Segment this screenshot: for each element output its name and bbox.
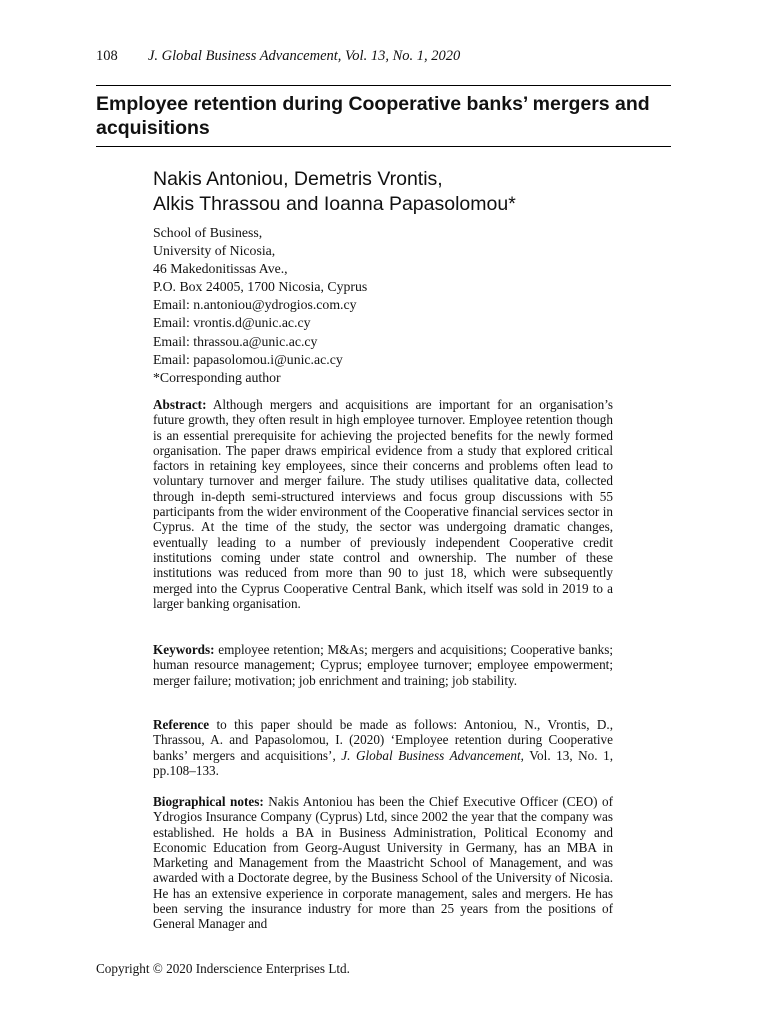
abstract-paragraph [153,397,613,611]
affiliation-pobox: P.O. Box 24005, 1700 Nicosia, Cyprus [153,279,368,295]
email-vrontis: Email: vrontis.d@unic.ac.cy [153,315,311,331]
abstract-text: Although mergers and acquisitions are important for an organisation’s future growth, they often result in high employee turnover. Employee retention though is an essential prerequisite for achieving the projected benefits for the newly formed organisation. The paper draws empirical evidence from a study that explored critical factors in retaining key employees, since their concerns and problems often lead to voluntary turnover and merger failure. The study utilises qualitative data, collected through in-depth semi-structured interviews and focus group discussions with 55 participants from the wider environment of the Cooperative financial services sector in Cyprus. At the time of the study, the sector was undergoing dramatic changes, eventually leading to a number of previously independent Cooperative credit institutions coming under state control and ownership. The number of these institutions was reduced from more than 90 to just 18, which were subsequently merged into the Cyprus Cooperative Central Bank, which itself was sold in 2019 to a larger banking organisation. [153,397,613,611]
paper-title: Employee retention during Cooperative banks’ mergers and acquisitions [96,93,650,139]
email-antoniou: Email: n.antoniou@ydrogios.com.cy [153,297,357,313]
keywords-text: employee retention; M&As; mergers and acquisitions; Cooperative banks; human resource management; Cyprus; employee turnover; employee empowerment; merger failure; motivation; job enrichment and training; job stability. [153,642,614,688]
title-top-rule [96,85,671,86]
keywords-paragraph [153,642,613,688]
abstract-label: Abstract: [153,397,207,412]
author-line-2: Alkis Thrassou and Ioanna Papasolomou* [153,193,516,215]
author-line-1: Nakis Antoniou, Demetris Vrontis, [153,168,443,190]
reference-journal: J. Global Business Advancement [341,747,521,763]
title-bottom-rule [96,146,671,147]
bio-label: Biographical notes: [153,794,264,809]
reference-volume: , Vol. 13, No. 1, pp.108–133. [153,747,614,778]
affiliation-school: School of Business, [153,225,263,240]
running-header [96,48,670,65]
keywords-label: Keywords: [153,642,215,657]
email-thrassou: Email: thrassou.a@unic.ac.cy [153,333,318,349]
affiliation-street: 46 Makedonitissas Ave., [153,261,288,277]
corresponding-author-note: *Corresponding author [153,369,281,385]
copyright-footer: Copyright © 2020 Inderscience Enterprises Ltd. [96,961,350,976]
reference-text: to this paper should be made as follows: Antoniou, N., Vrontis, D., Thrassou, A. and Papasolomou, I. (2020) ‘Employee retention during Cooperative banks’ mergers and acquisitions’, [153,717,614,763]
page-number: 108 [96,48,118,64]
affiliation-block [153,224,613,387]
reference-label: Reference [153,717,210,732]
email-papasolomou: Email: papasolomou.i@unic.ac.cy [153,351,343,367]
reference-paragraph [153,717,613,778]
affiliation-university: University of Nicosia, [153,243,276,259]
biographical-notes-paragraph [153,794,613,932]
journal-citation: J. Global Business Advancement, Vol. 13, No. 1, 2020 [148,48,461,64]
author-list [153,167,673,217]
bio-text: Nakis Antoniou has been the Chief Executive Officer (CEO) of Ydrogios Insurance Company (Cyprus) Ltd, since 2002 the year that the company was established. He holds a BA in Business Administration, Political Economy and Economic Education from Georg-August University in Germany, has an MBA in Marketing and Management from the Maastricht School of Management, and was awarded with a Doctorate degree, by the Business School of the University of Nicosia. He has an extensive experience in corporate management, sales and mergers. He has been serving the insurance industry for more than 25 years from the positions of General Manager and [153,794,613,932]
